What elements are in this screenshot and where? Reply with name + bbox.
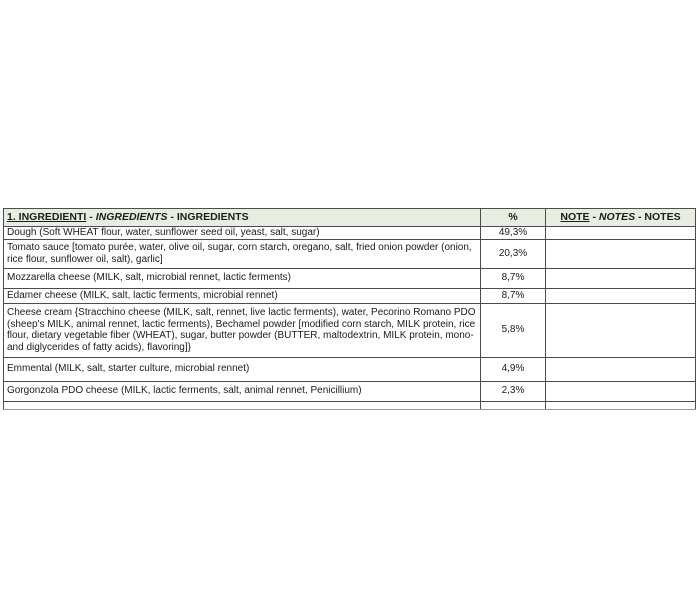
percent-cell: 49,3%	[481, 227, 546, 240]
header-ingredients-italic-label: INGREDIENTS	[95, 210, 168, 223]
note-cell	[546, 401, 696, 409]
header-separator: -	[86, 210, 96, 223]
note-cell	[546, 357, 696, 381]
note-cell	[546, 303, 696, 357]
note-cell	[546, 227, 696, 240]
percent-cell: 8,7%	[481, 268, 546, 288]
table-row-tomato-sauce	[4, 239, 696, 268]
table-row-empty	[4, 401, 696, 409]
header-note-label: NOTE	[560, 210, 590, 223]
percent-cell: 8,7%	[481, 288, 546, 303]
ingredient-cell: Mozzarella cheese (MILK, salt, microbial rennet, lactic ferments)	[4, 268, 481, 288]
header-notes-label: NOTES	[644, 210, 681, 223]
header-separator: -	[167, 210, 177, 223]
percent-cell: 4,9%	[481, 357, 546, 381]
ingredient-cell: Edamer cheese (MILK, salt, lactic ferments, microbial rennet)	[4, 288, 481, 303]
percent-cell: 20,3%	[481, 239, 546, 268]
note-cell	[546, 288, 696, 303]
note-cell	[546, 268, 696, 288]
ingredient-cell: Dough (Soft WHEAT flour, water, sunflower seed oil, yeast, salt, sugar)	[4, 227, 481, 240]
header-separator: -	[635, 210, 645, 223]
table-row-cheese-cream	[4, 303, 696, 357]
note-cell	[546, 239, 696, 268]
percent-cell: 5,8%	[481, 303, 546, 357]
table-row-emmental	[4, 357, 696, 381]
percent-column-header: %	[481, 209, 546, 227]
notes-column-header	[546, 209, 696, 227]
percent-cell	[481, 401, 546, 409]
ingredient-cell: Tomato sauce [tomato purée, water, olive oil, sugar, corn starch, oregano, salt, fried onion powder (onion, rice flour, sunflower oil, salt), garlic]	[4, 239, 481, 268]
header-ingredients-label: INGREDIENTS	[176, 210, 249, 223]
note-cell	[546, 381, 696, 401]
header-ingredienti-label: 1. INGREDIENTI	[7, 210, 87, 223]
ingredient-cell: Emmental (MILK, salt, starter culture, microbial rennet)	[4, 357, 481, 381]
ingredient-cell: Cheese cream {Stracchino cheese (MILK, salt, rennet, live lactic ferments), water, Pecorino Romano PDO (sheep's MILK, animal rennet, lactic ferments), Bechamel powder [modified corn starch, MILK protein, rice flour, dietary vegetable fiber (WHEAT), sugar, butter powder (BUTTER, maltodextrin, MILK protein, mono- and diglycerides of fatty acids), flavoring]}	[4, 303, 481, 357]
table-row-mozzarella	[4, 268, 696, 288]
table-row-dough	[4, 227, 696, 240]
table-row-edamer	[4, 288, 696, 303]
ingredient-cell: Gorgonzola PDO cheese (MILK, lactic ferments, salt, animal rennet, Penicillium)	[4, 381, 481, 401]
table-header-row	[4, 209, 696, 227]
header-separator: -	[589, 210, 599, 223]
percent-cell: 2,3%	[481, 381, 546, 401]
ingredients-column-header	[4, 209, 481, 227]
header-notes-italic-label: NOTES	[598, 210, 636, 223]
ingredients-table	[3, 208, 696, 410]
table-row-gorgonzola	[4, 381, 696, 401]
ingredient-cell	[4, 401, 481, 409]
